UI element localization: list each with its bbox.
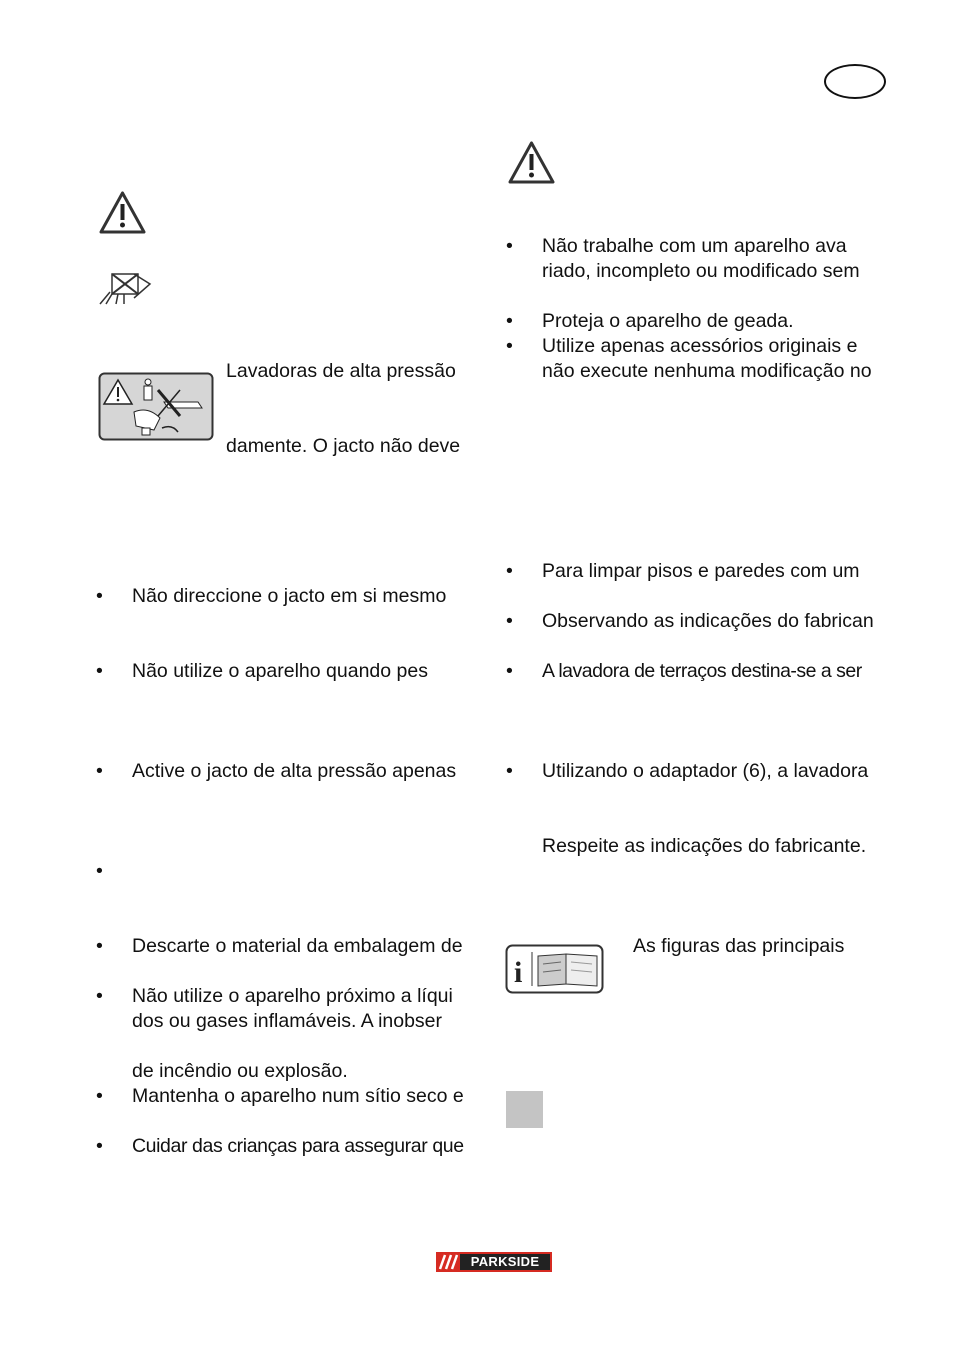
bullet-marker: • — [506, 235, 513, 257]
list-item: Proteja o aparelho de geada. — [542, 310, 794, 332]
logo-slashes-icon — [436, 1252, 460, 1272]
bullet-marker: • — [96, 935, 103, 957]
bullet-marker: • — [506, 610, 513, 632]
bullet-marker: • — [96, 760, 103, 782]
list-item: Mantenha o aparelho num sítio seco e — [132, 1085, 464, 1107]
bullet-marker: • — [96, 660, 103, 682]
list-item: Não trabalhe com um aparelho ava — [542, 235, 847, 257]
list-item-continuation: riado, incompleto ou modificado sem — [542, 260, 860, 282]
list-item: Active o jacto de alta pressão apenas — [132, 760, 457, 782]
bullet-marker: • — [96, 1085, 103, 1107]
bullet-marker: • — [506, 560, 513, 582]
list-item: Não utilize o aparelho próximo a líqui — [132, 985, 453, 1007]
intro-line: Lavadoras de alta pressão — [226, 360, 456, 382]
intro-line: damente. O jacto não deve — [226, 435, 461, 457]
bullet-marker: • — [96, 1135, 103, 1157]
bullet-marker: • — [96, 860, 103, 882]
no-children-icon — [98, 268, 154, 308]
list-item: Para limpar pisos e paredes com um — [542, 560, 860, 582]
high-pressure-warning-icon — [98, 372, 214, 442]
bullet-marker: • — [506, 335, 513, 357]
list-item: Utilizando o adaptador (6), a lavadora — [542, 760, 869, 782]
language-badge — [824, 64, 886, 99]
brand-name: PARKSIDE — [460, 1254, 550, 1270]
gray-marker-box — [506, 1091, 543, 1128]
list-item: Utilize apenas acessórios originais e — [542, 335, 858, 357]
read-manual-icon — [505, 944, 604, 994]
list-item-continuation: não execute nenhuma modificação no — [542, 360, 872, 382]
list-item: Cuidar das crianças para assegurar que — [132, 1135, 464, 1157]
manufacturer-note: Respeite as indicações do fabricante. — [542, 835, 867, 857]
list-item-continuation: dos ou gases inflamáveis. A inobser — [132, 1010, 443, 1032]
list-item: A lavadora de terraços destina-se a ser — [542, 660, 862, 682]
parkside-logo — [436, 1252, 552, 1272]
svg-text:i: i — [514, 956, 523, 989]
list-item: Observando as indicações do fabrican — [542, 610, 874, 632]
info-text: As figuras das principais — [633, 935, 845, 957]
bullet-marker: • — [96, 985, 103, 1007]
warning-triangle-icon — [98, 190, 147, 235]
bullet-marker: • — [96, 585, 103, 607]
list-item: Descarte o material da embalagem de — [132, 935, 463, 957]
list-item: Não direccione o jacto em si mesmo — [132, 585, 447, 607]
warning-triangle-icon — [507, 140, 556, 185]
list-item: Não utilize o aparelho quando pes — [132, 660, 428, 682]
bullet-marker: • — [506, 760, 513, 782]
bullet-marker: • — [506, 310, 513, 332]
bullet-marker: • — [506, 660, 513, 682]
list-item-continuation: de incêndio ou explosão. — [132, 1060, 348, 1082]
